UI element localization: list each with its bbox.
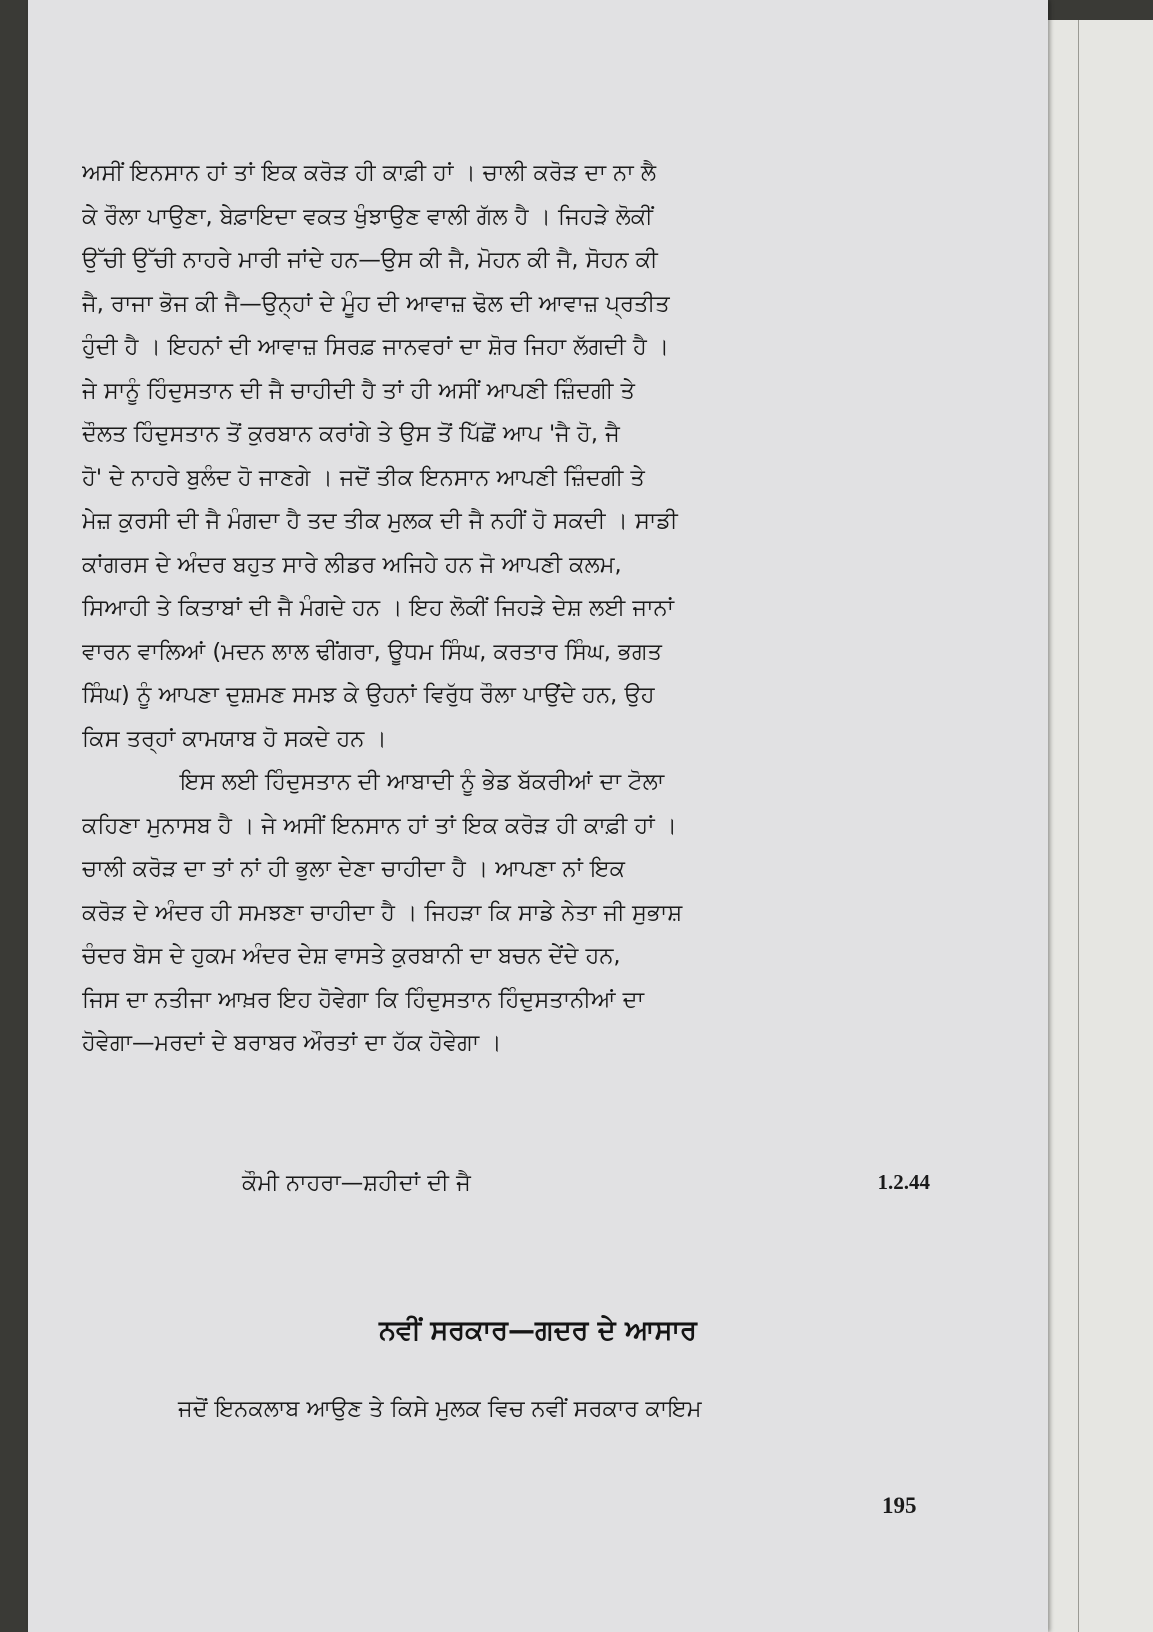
text-line: ਕਾਂਗਰਸ ਦੇ ਅੰਦਰ ਬਹੁਤ ਸਾਰੇ ਲੀਡਰ ਅਜਿਹੇ ਹਨ ਜੋ ਆਪਣੀ ਕਲਮ,	[82, 551, 622, 578]
page-number: 195	[882, 1493, 917, 1518]
book-page	[28, 0, 1048, 1632]
signoff-text: ਕੌਮੀ ਨਾਹਰਾ—ਸ਼ਹੀਦਾਂ ਦੀ ਜੈ	[242, 1170, 471, 1196]
section-first-line: ਜਦੋਂ ਇਨਕਲਾਬ ਆਉਣ ਤੇ ਕਿਸੇ ਮੁਲਕ ਵਿਚ ਨਵੀਂ ਸਰਕਾਰ ਕਾਇਮ	[178, 1396, 702, 1422]
paragraph-start-line: ਇਸ ਲਈ ਹਿੰਦੁਸਤਾਨ ਦੀ ਆਬਾਦੀ ਨੂੰ ਭੇਡ ਬੱਕਰੀਆਂ ਦਾ ਟੋਲਾ	[180, 769, 665, 795]
text-line: ਕੇ ਰੌਲਾ ਪਾਉਣਾ, ਬੇਫ਼ਾਇਦਾ ਵਕਤ ਖੁੰਝਾਉਣ ਵਾਲੀ ਗੱਲ ਹੈ । ਜਿਹੜੇ ਲੋਕੀਂ	[82, 203, 653, 230]
body-text	[82, 152, 922, 1066]
text-line: ਜੈ, ਰਾਜਾ ਭੋਜ ਕੀ ਜੈ—ਉਨ੍ਹਾਂ ਦੇ ਮੂੰਹ ਦੀ ਆਵਾਜ਼ ਢੋਲ ਦੀ ਆਵਾਜ਼ ਪ੍ਰਤੀਤ	[82, 290, 670, 317]
text-line: ਦੌਲਤ ਹਿੰਦੁਸਤਾਨ ਤੋਂ ਕੁਰਬਾਨ ਕਰਾਂਗੇ ਤੇ ਉਸ ਤੋਂ ਪਿੱਛੋਂ ਆਪ 'ਜੈ ਹੋ, ਜੈ	[82, 421, 620, 447]
signoff-date: 1.2.44	[877, 1170, 930, 1194]
text-line: ਚਾਲੀ ਕਰੋੜ ਦਾ ਤਾਂ ਨਾਂ ਹੀ ਭੁਲਾ ਦੇਣਾ ਚਾਹੀਦਾ ਹੈ । ਆਪਣਾ ਨਾਂ ਇਕ	[82, 856, 625, 882]
page-stack-edge	[1078, 20, 1153, 1632]
text-line: ਹੋ' ਦੇ ਨਾਹਰੇ ਬੁਲੰਦ ਹੋ ਜਾਣਗੇ । ਜਦੋਂ ਤੀਕ ਇਨਸਾਨ ਆਪਣੀ ਜ਼ਿੰਦਗੀ ਤੇ	[82, 464, 645, 491]
text-line: ਸਿਆਹੀ ਤੇ ਕਿਤਾਬਾਂ ਦੀ ਜੈ ਮੰਗਦੇ ਹਨ । ਇਹ ਲੋਕੀਂ ਜਿਹੜੇ ਦੇਸ਼ ਲਈ ਜਾਨਾਂ	[82, 595, 674, 621]
text-line: ਕਿਸ ਤਰ੍ਹਾਂ ਕਾਮਯਾਬ ਹੋ ਸਕਦੇ ਹਨ ।	[82, 725, 387, 752]
text-line: ਅਸੀਂ ਇਨਸਾਨ ਹਾਂ ਤਾਂ ਇਕ ਕਰੋੜ ਹੀ ਕਾਫ਼ੀ ਹਾਂ । ਚਾਲੀ ਕਰੋੜ ਦਾ ਨਾ ਲੈ	[82, 160, 657, 186]
text-line: ਉੱਚੀ ਉੱਚੀ ਨਾਹਰੇ ਮਾਰੀ ਜਾਂਦੇ ਹਨ—ਉਸ ਕੀ ਜੈ, ਮੋਹਨ ਕੀ ਜੈ, ਸੋਹਨ ਕੀ	[82, 247, 658, 273]
text-line: ਵਾਰਨ ਵਾਲਿਆਂ (ਮਦਨ ਲਾਲ ਢੀਂਗਰਾ, ਊਧਮ ਸਿੰਘ, ਕਰਤਾਰ ਸਿੰਘ, ਭਗਤ	[82, 638, 662, 665]
text-line: ਹੁੰਦੀ ਹੈ । ਇਹਨਾਂ ਦੀ ਆਵਾਜ਼ ਸਿਰਫ਼ ਜਾਨਵਰਾਂ ਦਾ ਸ਼ੋਰ ਜਿਹਾ ਲੱਗਦੀ ਹੈ ।	[82, 334, 670, 360]
text-line: ਹੋਵੇਗਾ—ਮਰਦਾਂ ਦੇ ਬਰਾਬਰ ਔਰਤਾਂ ਦਾ ਹੱਕ ਹੋਵੇਗਾ ।	[82, 1030, 502, 1056]
section-heading: ਨਵੀਂ ਸਰਕਾਰ—ਗਦਰ ਦੇ ਆਸਾਰ	[379, 1315, 697, 1346]
text-line: ਚੰਦਰ ਬੋਸ ਦੇ ਹੁਕਮ ਅੰਦਰ ਦੇਸ਼ ਵਾਸਤੇ ਕੁਰਬਾਨੀ ਦਾ ਬਚਨ ਦੇਂਦੇ ਹਨ,	[82, 943, 621, 969]
text-line: ਮੇਜ਼ ਕੁਰਸੀ ਦੀ ਜੈ ਮੰਗਦਾ ਹੈ ਤਦ ਤੀਕ ਮੁਲਕ ਦੀ ਜੈ ਨਹੀਂ ਹੋ ਸਕਦੀ । ਸਾਡੀ	[82, 508, 678, 534]
text-line: ਜਿਸ ਦਾ ਨਤੀਜਾ ਆਖ਼ਰ ਇਹ ਹੋਵੇਗਾ ਕਿ ਹਿੰਦੁਸਤਾਨ ਹਿੰਦੁਸਤਾਨੀਆਂ ਦਾ	[82, 986, 645, 1013]
text-line: ਸਿੰਘ) ਨੂੰ ਆਪਣਾ ਦੁਸ਼ਮਣ ਸਮਝ ਕੇ ਉਹਨਾਂ ਵਿਰੁੱਧ ਰੌਲਾ ਪਾਉਂਦੇ ਹਨ, ਉਹ	[82, 682, 655, 708]
signoff	[242, 1170, 930, 1196]
text-line: ਜੇ ਸਾਨੂੰ ਹਿੰਦੁਸਤਾਨ ਦੀ ਜੈ ਚਾਹੀਦੀ ਹੈ ਤਾਂ ਹੀ ਅਸੀਂ ਆਪਣੀ ਜ਼ਿੰਦਗੀ ਤੇ	[82, 377, 635, 404]
text-line: ਕਹਿਣਾ ਮੁਨਾਸਬ ਹੈ । ਜੇ ਅਸੀਂ ਇਨਸਾਨ ਹਾਂ ਤਾਂ ਇਕ ਕਰੋੜ ਹੀ ਕਾਫ਼ੀ ਹਾਂ ।	[82, 812, 677, 839]
text-line: ਕਰੋੜ ਦੇ ਅੰਦਰ ਹੀ ਸਮਝਣਾ ਚਾਹੀਦਾ ਹੈ । ਜਿਹੜਾ ਕਿ ਸਾਡੇ ਨੇਤਾ ਜੀ ਸੁਭਾਸ਼	[82, 899, 683, 926]
